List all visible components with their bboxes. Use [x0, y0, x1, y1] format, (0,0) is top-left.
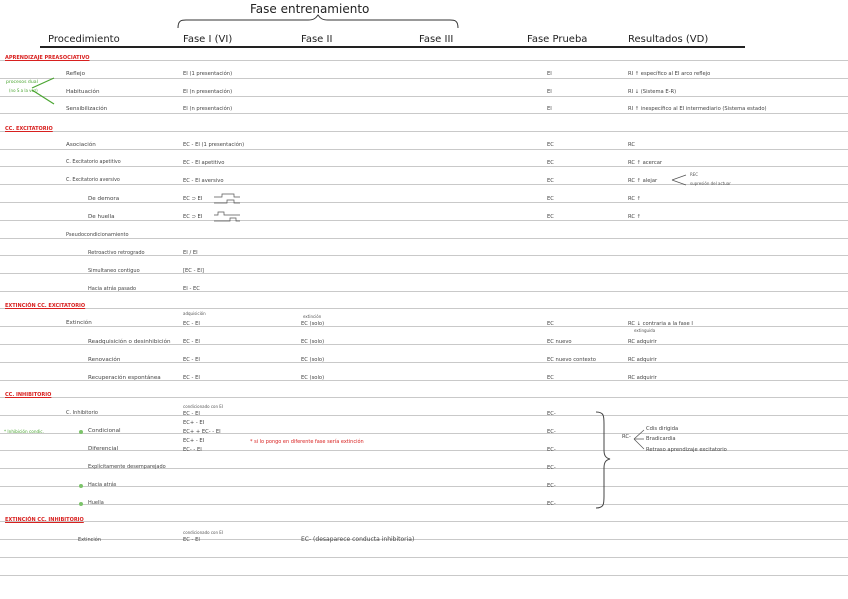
row-renovacion-proc: Renovación [88, 357, 121, 363]
results-brace-icon [592, 410, 612, 510]
row-retroactivo-f1: EI / EI [183, 250, 198, 256]
row-sensibilizacion-proc: Sensibilización [66, 106, 108, 112]
ruled-line [0, 220, 848, 221]
row-explicitamente-proc: Explícitamente desemparejado [88, 464, 166, 470]
row-simultaneo-proc: Simultaneo contiguo [88, 268, 140, 274]
row-extincion-f1: EC - EI [183, 321, 200, 327]
section-extincion-inhibitorio: EXTINCIÓN CC. INHIBITORIO [5, 517, 84, 523]
row-apetitivo-f1: EC - EI apetitivo [183, 160, 225, 166]
ruled-line [0, 521, 848, 522]
row-extincion-proc: Extinción [66, 320, 92, 326]
row-sensibilizacion-f1: EI (n presentación) [183, 106, 233, 112]
row-recuperacion-f1: EC - EI [183, 375, 200, 381]
row-condicional-f1: EC+ + EC- - EI [183, 429, 221, 435]
row-hacia-atras-f1: EI - EC [183, 286, 200, 292]
row-diferencial-prueba: EC- [547, 447, 556, 453]
row-asociacion-prueba: EC [547, 142, 554, 148]
ruled-line [0, 238, 848, 239]
row-reflejo-prueba: EI [547, 71, 552, 77]
row-explicitamente-prueba: EC- [547, 465, 556, 471]
row-c-inhibitorio-prueba: EC- [547, 411, 556, 417]
green-arrow-icon [30, 76, 56, 106]
row-habituacion-f1: EI (n presentación) [183, 89, 233, 95]
row-extincion-inh-proc: Extinción [78, 537, 102, 543]
row-aversivo-res: RC ↑ alejar [628, 178, 658, 184]
row-renovacion-prueba: EC nuevo contexto [547, 357, 596, 363]
row-recuperacion-f2: EC (solo) [301, 375, 325, 381]
row-extincion-inh-f1: EC - EI [183, 537, 200, 543]
row-retroactivo-proc: Retroactivo retrogrado [88, 250, 145, 256]
row-condicional-f1a: EC+ - EI [183, 420, 205, 426]
ruled-line [0, 308, 848, 309]
ruled-line [0, 397, 848, 398]
brace-note-conducta: Cdis dirigida [646, 426, 679, 432]
row-habituacion-proc: Habituación [66, 89, 100, 95]
row-aversivo-note-rec: REC [690, 172, 699, 177]
row-condicional-proc: Condicional [88, 428, 121, 434]
section-extincion-excitatorio: EXTINCIÓN CC. EXCITATORIO [5, 303, 86, 309]
ruled-line [0, 486, 848, 487]
row-apetitivo-res: RC ↑ acercar [628, 160, 663, 166]
row-demora-f1: EC ⊃ EI [183, 196, 203, 202]
row-apetitivo-proc: C. Excitatorio apetitivo [66, 160, 121, 165]
row-extincion-prueba: EC [547, 321, 554, 327]
row-sensibilizacion-res: RI ↑ inespecífico al EI intermediario (Sistema estado) [628, 106, 767, 112]
row-renovacion-f1: EC - EI [183, 357, 200, 363]
ruled-line [0, 415, 848, 416]
section-preasociativo: APRENDIZAJE PREASOCIATIVO [5, 55, 90, 61]
header-resultados: Resultados (VD) [628, 34, 709, 45]
row-extincion-inh-f2: EC- (desaparece conducta inhibitoria) [301, 536, 415, 543]
side-note-dual: procesos dual [6, 80, 38, 85]
row-readquisicion-proc: Readquisición o desinhibición [88, 339, 171, 345]
row-recuperacion-res: RC adquirir [628, 375, 657, 381]
row-renovacion-f2: EC (solo) [301, 357, 325, 363]
row-reflejo-f1: EI (1 presentación) [183, 71, 233, 77]
ruled-line [0, 575, 848, 576]
timing-delay-icon [214, 193, 240, 205]
ruled-line [0, 131, 848, 132]
row-aversivo-f1: EC - EI aversivo [183, 178, 224, 184]
row-c-inhibitorio-f1: EC - EI [183, 411, 200, 417]
brace-note-retraso: Retraso aprendizaje excitatorio [646, 447, 727, 453]
row-simultaneo-f1: [EC - EI] [183, 268, 204, 274]
header-procedimiento: Procedimiento [48, 34, 120, 45]
ruled-line [0, 557, 848, 558]
row-aversivo-note-supresion: supresión del actuar [690, 181, 731, 186]
phase-title: Fase entrenamiento [250, 2, 370, 16]
row-demora-res: RC ↑ [628, 196, 641, 202]
green-dot-icon [79, 502, 83, 506]
row-diferencial-proc: Diferencial [88, 446, 119, 452]
brace-arrows-icon [632, 427, 646, 453]
row-hacia-atras-proc: Hacia atrás pasado [88, 286, 137, 292]
row-extincion-f1-note: adquisición [183, 311, 206, 316]
row-extincion-f2: EC (solo) [301, 321, 325, 327]
header-prueba: Fase Prueba [527, 34, 588, 45]
row-asociacion-f1: EC - EI (1 presentación) [183, 142, 245, 148]
ruled-line [0, 96, 848, 97]
row-demora-prueba: EC [547, 196, 554, 202]
row-diferencial-f1a: EC+ - EI [183, 438, 205, 444]
ruled-line [0, 78, 848, 79]
header-fase2: Fase II [301, 34, 333, 45]
row-sensibilizacion-prueba: EI [547, 106, 552, 112]
section-cc-excitatorio: CC. EXCITATORIO [5, 126, 53, 132]
row-diferencial-f1: EC- - EI [183, 447, 202, 453]
row-asociacion-proc: Asociación [66, 142, 96, 148]
row-habituacion-res: RI ↓ (Sistema E-R) [628, 89, 677, 95]
header-underline [40, 46, 745, 48]
brace-note-bradicardia: Bradicardia [646, 436, 676, 442]
phase-brace-icon [176, 14, 460, 30]
ruled-line [0, 539, 848, 540]
row-aversivo-prueba: EC [547, 178, 554, 184]
green-dot-icon [79, 430, 83, 434]
row-extincion-res: RC ↓ contraria a la fase I [628, 321, 693, 327]
row-diferencial-note: * si lo pongo en diferente fase sería extinción [250, 439, 364, 445]
header-fase3: Fase III [419, 34, 454, 45]
header-fase1: Fase I (VI) [183, 34, 233, 45]
ruled-line [0, 60, 848, 61]
row-huella-f1: EC ⊃ EI [183, 214, 203, 220]
row-asociacion-res: RC [628, 142, 635, 148]
row-recuperacion-prueba: EC [547, 375, 554, 381]
row-hacia-atras2-proc: Hacia atrás [88, 482, 117, 488]
row-pseudo-proc: Pseudocondicionamiento [66, 232, 129, 238]
row-huella-res: RC ↑ [628, 214, 641, 220]
row-huella2-prueba: EC- [547, 501, 556, 507]
ruled-line [0, 362, 848, 363]
branch-arrow-icon [670, 172, 690, 188]
row-apetitivo-prueba: EC [547, 160, 554, 166]
row-readquisicion-res: RC adquirir [628, 339, 657, 345]
row-extincion-res-note: extinguida [634, 328, 656, 333]
ruled-line [0, 433, 848, 434]
green-dot-icon [79, 484, 83, 488]
row-condicional-prueba: EC- [547, 429, 556, 435]
row-aversivo-proc: C. Excitatorio aversivo [66, 178, 120, 183]
brace-rc-label: RC- [622, 434, 631, 440]
row-readquisicion-f1: EC - EI [183, 339, 200, 345]
row-habituacion-prueba: EI [547, 89, 552, 95]
row-reflejo-proc: Reflejo [66, 71, 86, 77]
timing-trace-icon [214, 211, 240, 223]
row-reflejo-res: RI ↑ específico al EI arco reflejo [628, 71, 711, 77]
row-readquisicion-f2: EC (solo) [301, 339, 325, 345]
ruled-line [0, 113, 848, 114]
ruled-line [0, 149, 848, 150]
row-readquisicion-prueba: EC nuevo [547, 339, 572, 345]
side-note-inhibicion: * Inhibición condic. [4, 429, 44, 434]
ruled-line [0, 166, 848, 167]
side-note-dual-2: (no S a la vez) [9, 88, 38, 93]
row-huella-proc: De huella [88, 214, 115, 220]
ruled-line [0, 202, 848, 203]
row-renovacion-res: RC adquirir [628, 357, 657, 363]
row-extincion-f2-note: extinción [303, 314, 322, 319]
row-recuperacion-proc: Recuperación espontánea [88, 375, 161, 381]
row-huella2-proc: Huella [88, 500, 104, 506]
row-demora-proc: De demora [88, 196, 120, 202]
ruled-line [0, 326, 848, 327]
row-c-inhibitorio-proc: C. Inhibitorio [66, 410, 98, 416]
row-huella-prueba: EC [547, 214, 554, 220]
ruled-line [0, 504, 848, 505]
row-extincion-inh-f1-note: condicionado con EI [183, 530, 223, 535]
row-c-inhibitorio-f1-note: condicionado con EI [183, 404, 223, 409]
section-cc-inhibitorio: CC. INHIBITORIO [5, 392, 52, 398]
row-hacia-atras2-prueba: EC- [547, 483, 556, 489]
